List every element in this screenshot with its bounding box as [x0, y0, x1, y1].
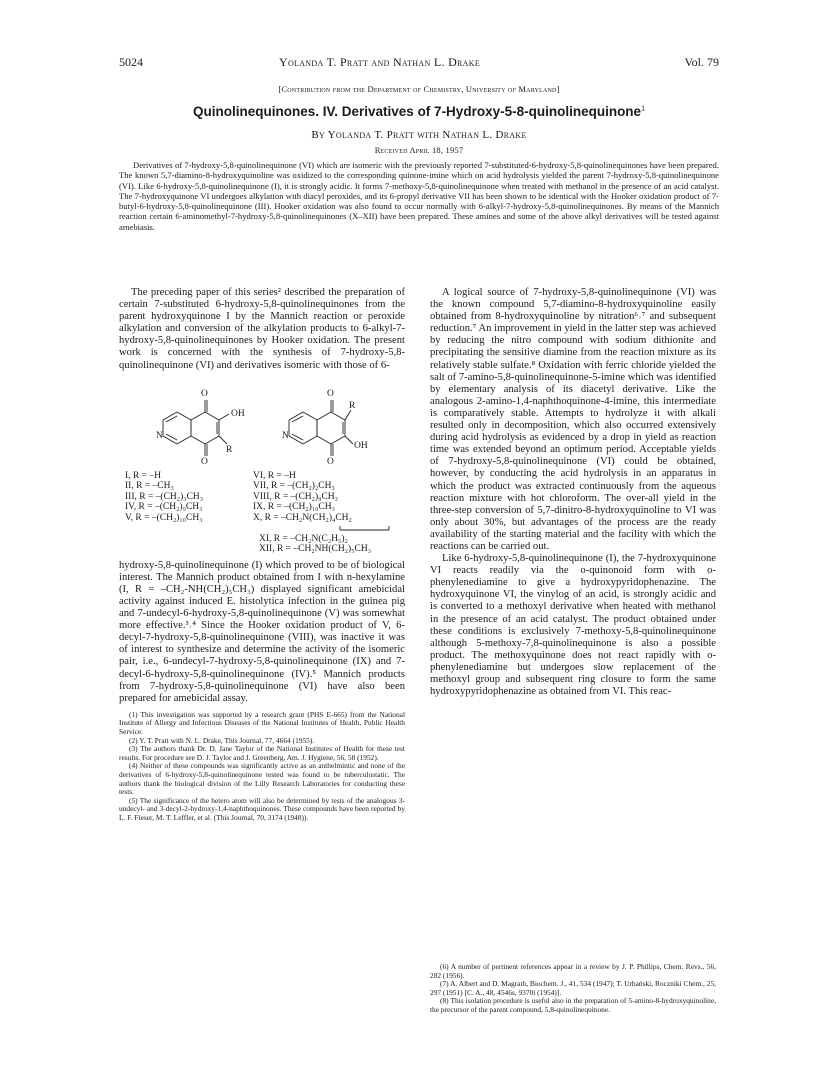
left-pyridine-ring: [163, 412, 191, 444]
left-paragraph-2: hydroxy-5,8-quinolinequinone (I) which proved to be of biological interest. The Mannich product obtained from I with n-hexylamine (I, R = –CH₂-NH(CH₂)₅CH₃) displayed significant amebicidal activity against induced E. histolytica infection in the guinea pig and 7-undecyl-6-hydroxy-5,8-quinolinequinone (V) was somewhat more effective.³˒⁴ Since the Hooker oxidation product of V, 6-decyl-7-hydroxy-5,8-quinolinequinone (VIII), was inactive it was of interest to synthesize and determine the activity of the isomeric pair, i.e., 6-undecyl-7-hydroxy-5,8-quinolinequinone (IX) and 7-decyl-6-hydroxy-5,8-quinolinequinone (IV).⁵ Mannich products from 7-hydroxy-5,8-quinolinequinone (VI) have also been prepared for amebicidal assay.: [119, 559, 405, 704]
left-top-oxygen: O: [201, 388, 208, 399]
right-oh-label: OH: [354, 440, 368, 451]
compound-label: IV, R = –(CH₂)₉CH₃: [125, 502, 203, 513]
right-n-label: N: [282, 430, 289, 441]
page-number: 5024: [119, 55, 143, 69]
compound-label: III, R = –(CH₂)₃CH₃: [125, 491, 204, 502]
left-column: [119, 287, 405, 823]
article-title-text: Quinolinequinones. IV. Derivatives of 7-Hydroxy-5-8-quinolinequinone: [193, 104, 642, 119]
right-pyridine-ring: [289, 412, 317, 444]
footnotes-left: [119, 711, 405, 823]
right-r-label: R: [349, 400, 356, 411]
compound-label: I, R = –H: [125, 470, 161, 481]
compound-label: XI, R = –CH₂N(C₂H₅)₂: [259, 533, 348, 544]
compound-label: X, R = –CH₂N(CH₂)₄CH₂: [253, 513, 352, 524]
contribution-line: [Contribution from the Department of Chemistry, University of Maryland]: [278, 84, 560, 94]
abstract: Derivatives of 7-hydroxy-5,8-quinolinequinone (VI) which are isomeric with the previously reported 7-substituted-6-hydroxy-5,8-quinolinequinones have been prepared. The known 5,7-diamino-8-hydroxyquinoline was oxidized to the corresponding quinone-imine which on acid hydrolysis yielded the parent 7-hydroxy-5,8-quinolinequinone (VI). Like 6-hydroxy-5,8-quinolinequinone (I), it is strongly acidic. It forms 7-methoxy-5,8-quinolinequinone when treated with methanol in the presence of an acid catalyst. The 7-hydroxyquinone VI undergoes alkylation with diacyl peroxides, and its 6-propyl derivative VII has been shown to be identical with the Hooker oxidation product of 7-butyl-6-hydroxy-5,8-quinolinequinone (III). Hooker oxidation was also found to occur normally with 6-alkyl-7-hydroxy-5,8-quinolinequinones. By means of the Mannich reaction certain 6-aminomethyl-7-hydroxy-5,8-quinolinequinones (X–XII) have been prepared. These amines and some of the above alkyl derivatives will be tested against amebiasis.: [119, 160, 719, 232]
compound-label: VI, R = –H: [253, 470, 296, 481]
left-oh-label: OH: [231, 408, 245, 419]
article-title: [119, 104, 719, 119]
left-quinone-ring: [191, 412, 219, 444]
left-n-label: N: [156, 430, 163, 441]
footnote: (1) This investigation was supported by a research grant (PHS E-665) from the National Institute of Allergy and Infectious Diseases of the National Institutes of Health, Public Health Service.: [119, 709, 405, 736]
title-footnote-mark: 1: [641, 105, 645, 113]
compound-label: VII, R = –(CH₂)₂CH₃: [253, 481, 335, 492]
byline: By Yolanda T. Pratt with Nathan L. Drake: [311, 129, 527, 141]
received-date: Received April 18, 1957: [374, 145, 464, 155]
compound-label: XII, R = –CH₂NH(CH₂)₅CH₃: [259, 544, 372, 555]
compound-list-right: [253, 471, 352, 524]
left-bottom-oxygen: O: [201, 456, 208, 467]
right-quinone-ring: [317, 412, 345, 444]
running-head: [119, 55, 719, 71]
left-paragraph-1: The preceding paper of this series² described the preparation of certain 7-substituted 6-hydroxy-5,8-quinolinequinones from the parent hydroxyquinone I by the Mannich reaction or peroxide alkylation and conversion of the alkylation products to 6-alkyl-7-hydroxy-5,8-quinolinequinones by Hooker oxidation. The present work is concerned with the synthesis of 7-hydroxy-5,8-quinolinequinone (VI) and derivatives isomeric with those of 6-: [119, 287, 405, 371]
right-column: [430, 287, 716, 698]
right-paragraph-1: A logical source of 7-hydroxy-5,8-quinolinequinone (VI) was the known compound 5,7-diamino-8-hydroxyquinoline easily obtained from 8-hydroxyquinoline by nitration⁶˒⁷ and subsequent reduction.⁷ An improvement in yield in the latter step was achieved by reducing the nitro compound with sodium dithionite and precipitating the sensitive diamine from the reaction mixture as its relatively stable sulfate.⁸ Oxidation with ferric chloride yielded the salt of 7-amino-5,8-quinolinequinone-5-imine which was identified by elementary analysis of its diacetyl derivative. Like the analogous 2-amino-1,4-naphthoquinone-4-imine, this intermediate is comparatively stable. Attempts to hydrolyze it with alkali resulted only in decomposition, which also occurred extensively during acid hydrolysis as evidenced by a drop in yield as reaction time was extended beyond an optimum period. Acceptable yields of 7-hydroxy-5,8-quinolinequinone (VI) could be obtained, however, by conducting the acid hydrolysis in an apparatus in which the product was extracted continuously from the aqueous reaction mixture with hot chloroform. The over-all yield in the three-step conversion of 5,7-dinitro-8-hydroxyquinoline to VI was only about 30%, but advantages of the process are the ready availability of the starting material and the facility with which the reactions can be carried out.: [430, 287, 716, 552]
right-top-oxygen: O: [327, 388, 334, 399]
compound-list-left: [125, 471, 203, 524]
right-bottom-oxygen: O: [327, 456, 334, 467]
volume-label: Vol. 79: [684, 55, 719, 69]
left-r-label: R: [226, 444, 233, 455]
footnote: (5) The significance of the hetero atom will also be determined by tests of the analogous 3-undecyl- and 3-decyl-2-hydroxy-1,4-naphthoquinones. These compounds have been reported by L. F. Fieser, M. T. Leffler, et al. (This Journal, 70, 3174 (1948)).: [119, 795, 405, 822]
running-head-authors: Yolanda T. Pratt and Nathan L. Drake: [279, 55, 481, 69]
footnote: (6) A number of pertinent references appear in a review by J. P. Phillips, Chem. Revs., 56, 282 (1956).: [430, 962, 716, 980]
footnote: (8) This isolation procedure is useful also in the preparation of 5-amino-8-hydroxyquinoline, the precursor of the parent compound, 5,8-quinolinequinone.: [430, 996, 716, 1014]
footnote: (2) Y. T. Pratt with N. L. Drake, This Journal, 77, 4664 (1955).: [129, 735, 315, 745]
compound-list-extra: [259, 534, 371, 555]
structure-figure: [119, 374, 405, 558]
compound-label: V, R = –(CH₂)₁₀CH₃: [125, 513, 203, 524]
right-paragraph-2: Like 6-hydroxy-5,8-quinolinequinone (I), the 7-hydroxyquinone VI reacts readily via the o-quinonoid form with o-phenylenediamine to give a hydroxypyridophenazine. The hydroxyquinone VI, the vinylog of an acid, is strongly acidic and is converted to a methoxyl derivative when heated with methanol in the presence of an acid catalyst. The product obtained under these conditions is exclusively 7-methoxy-5,8-quinolinequinone although 5-methoxy-7,8-quinolinequinone is also a possible product. The methoxyquinone does not react rapidly with o-phenylenediamine but undergoes slow replacement of the methoxyl group and subsequent ring closure to form the same hydroxypyridophenazine as obtained from VI. This reac-: [430, 553, 716, 698]
quinone-structures-drawing: [119, 374, 405, 558]
compound-label: VIII, R = –(CH₂)₉CH₃: [253, 491, 338, 502]
footnotes-right: [430, 963, 716, 1015]
footnote: (7) A. Albert and D. Magrath, Biochem. J., 41, 534 (1947); T. Urbański, Roczniki Chem., 25, 297 (1951) [C. A., 48, 4546s, 9370i (1954)].: [430, 979, 716, 997]
compound-label: II, R = –CH₃: [125, 481, 174, 492]
footnote: (3) The authors thank Dr. D. Jane Taylor of the National Institutes of Health for these test results. For procedure see D. J. Taylor and J. Greenberg, Am. J. Hygiene, 56, 58 (1952).: [119, 744, 405, 762]
footnote: (4) Neither of these compounds was significantly active as an anthelmintic and none of the derivatives of 6-hydroxy-5,8-quinolinequinone tested was found to be tuberculostatic. The authors thank the biological division of the Lilly Research Laboratories for conducting these tests.: [119, 761, 405, 797]
compound-label: IX, R = –(CH₂)₁₀CH₃: [253, 502, 335, 513]
